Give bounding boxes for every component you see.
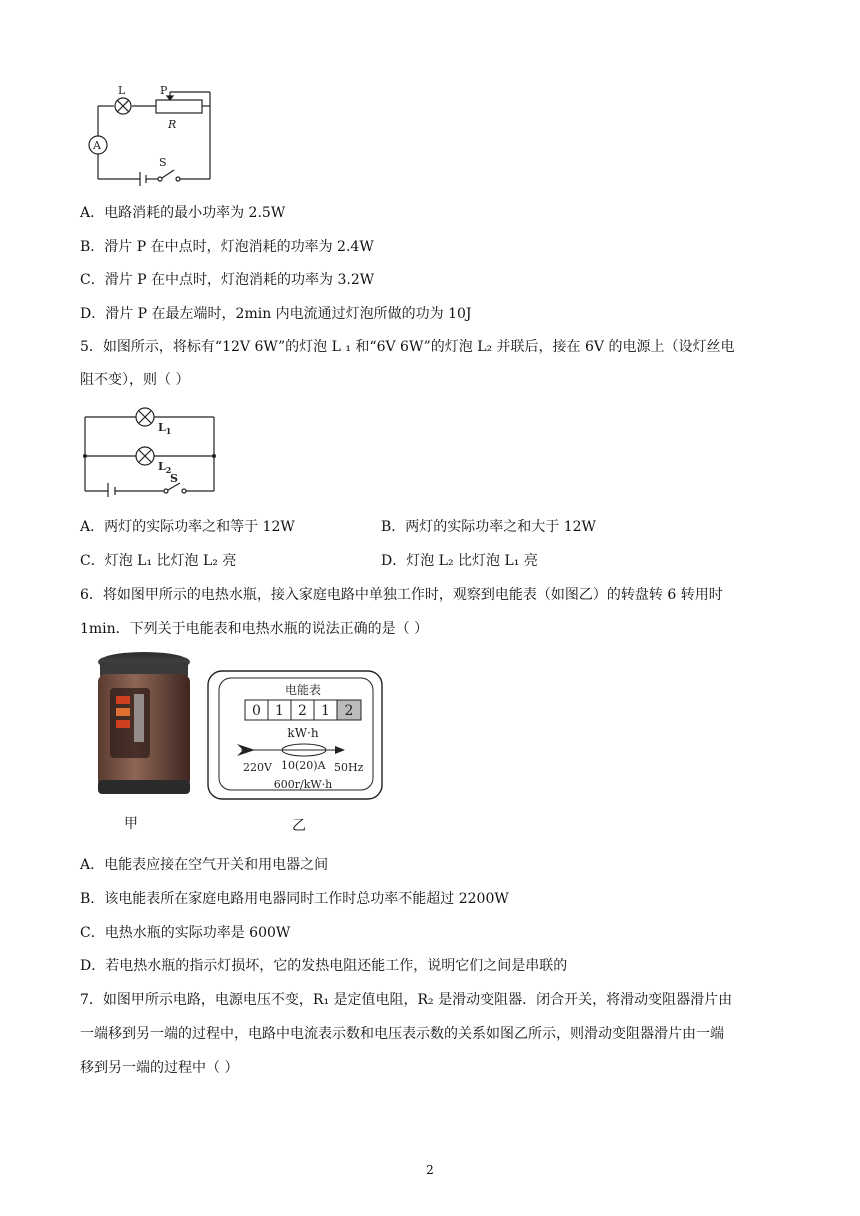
q4-option-a: A．电路消耗的最小功率为 2.5W [80, 205, 286, 221]
q5-circuit-diagram [82, 407, 222, 497]
q5-option-a: A．两灯的实际功率之和等于 12W [80, 519, 295, 535]
q6-option-d: D．若电热水瓶的指示灯损坏，它的发热电阻还能工作，说明它们之间是串联的 [80, 958, 568, 974]
q6-option-a: A．电能表应接在空气开关和用电器之间 [80, 857, 329, 873]
lamp2-label: $L_2$ [158, 460, 172, 475]
meter-label: 乙 [292, 818, 306, 834]
switch-label: S [159, 156, 167, 169]
resistor-label: R [168, 118, 177, 131]
meter-digit-3: 2 [298, 703, 307, 719]
switch-label: S [170, 472, 178, 485]
meter-digit-1: 0 [252, 703, 261, 719]
meter-constant: 600r/kW·h [273, 778, 333, 791]
q5-option-d: D．灯泡 L₂ 比灯泡 L₁ 亮 [381, 553, 538, 569]
meter-unit: kW·h [287, 726, 319, 740]
meter-digit-5: 2 [344, 703, 354, 719]
slider-label: P [160, 86, 168, 97]
q4-option-b: B．滑片 P 在中点时，灯泡消耗的功率为 2.4W [80, 239, 374, 255]
lamp-label: L [118, 86, 126, 97]
q5-stem-line2: 阻不变），则（ ） [80, 372, 190, 388]
lamp1-label: $L_1$ [158, 421, 172, 436]
q7-stem-line3: 移到另一端的过程中（ ） [80, 1060, 239, 1076]
q5-stem-line1: 5．如图所示，将标有“12V 6W”的灯泡 L ₁ 和“6V 6W”的灯泡 L₂ 并联后，接在 6V 的电源上（设灯丝电 [80, 339, 735, 355]
meter-title: 电能表 [284, 683, 322, 697]
ammeter-label: A [93, 139, 101, 152]
meter-digit-4: 1 [321, 703, 330, 719]
q7-stem-line1: 7．如图甲所示电路，电源电压不变，R₁ 是定值电阻，R₂ 是滑动变阻器．闭合开关，将滑动变阻器滑片由 [80, 992, 733, 1008]
q6-option-c: C．电热水瓶的实际功率是 600W [80, 925, 291, 941]
kettle-label: 甲 [124, 816, 138, 832]
q6-stem-line1: 6．将如图甲所示的电热水瓶，接入家庭电路中单独工作时，观察到电能表（如图乙）的转盘转 6 转用时 [80, 587, 723, 603]
electric-kettle-image [92, 648, 196, 798]
electric-meter-image [207, 670, 383, 800]
q6-option-b: B．该电能表所在家庭电路用电器同时工作时总功率不能超过 2200W [80, 891, 509, 907]
q4-option-d: D．滑片 P 在最左端时，2min 内电流通过灯泡所做的功为 10J [80, 306, 472, 322]
meter-voltage: 220V [243, 761, 272, 774]
q4-option-c: C．滑片 P 在中点时，灯泡消耗的功率为 3.2W [80, 272, 375, 288]
meter-digit-2: 1 [275, 703, 284, 719]
meter-current: 10(20)A [281, 759, 326, 772]
page-number: 2 [426, 1163, 434, 1177]
q6-stem-line2: 1min．下列关于电能表和电热水瓶的说法正确的是（ ） [80, 621, 429, 637]
q7-stem-line2: 一端移到另一端的过程中，电路中电流表示数和电压表示数的关系如图乙所示，则滑动变阻器滑片由一端 [80, 1026, 724, 1042]
q5-option-c: C．灯泡 L₁ 比灯泡 L₂ 亮 [80, 553, 237, 569]
meter-frequency: 50Hz [334, 761, 364, 774]
q5-option-b: B．两灯的实际功率之和大于 12W [381, 519, 596, 535]
q4-circuit-diagram [82, 86, 216, 188]
